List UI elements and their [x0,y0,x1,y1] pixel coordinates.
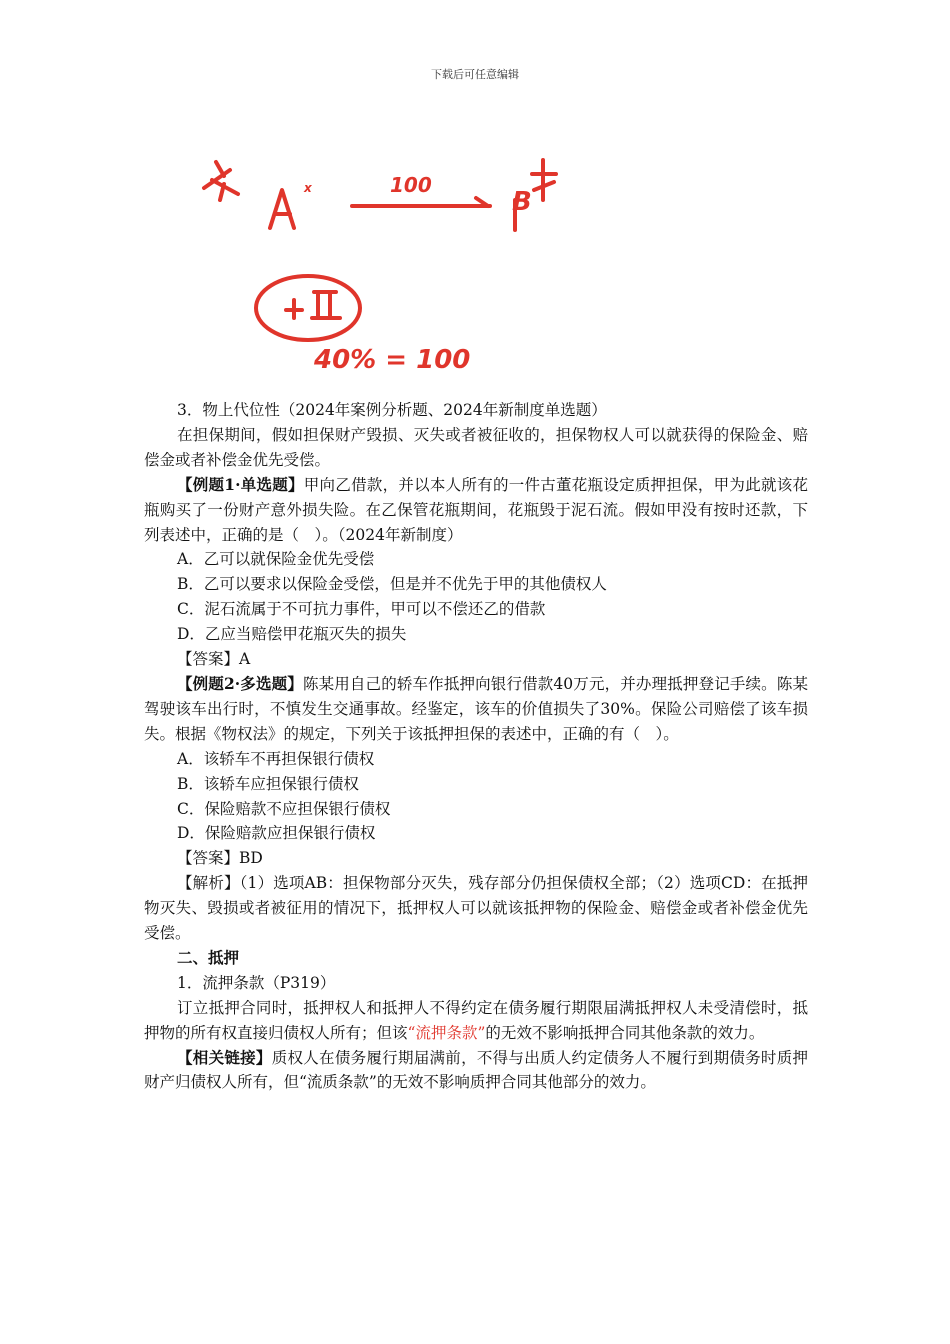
section3-title: 3．物上代位性（2024年案例分析题、2024年新制度单选题） [177,401,607,419]
example1-option-b: B．乙可以要求以保险金受偿，但是并不优先于甲的其他债权人 [177,575,607,594]
example2-option-c: C．保险赔款不应担保银行债权 [177,799,391,818]
sub1-body-after: 的无效不影响抵押合同其他条款的效力。 [485,1023,765,1042]
sub1-body-before: 订立抵押合同时，抵押权人和抵押人不得约定在债务履行期限届满抵押权人未受清偿时，抵押物的所有权直接归债权人所有；但该 [144,998,808,1042]
related-link [144,1046,808,1096]
section-two-sub1-body [144,996,808,1046]
document-body [144,398,808,1095]
example2-analysis [144,871,808,946]
example1-option-d: D．乙应当赔偿甲花瓶灭失的损失 [177,625,407,644]
sketch-amount: 100 [390,173,432,197]
example2-answer: 【答案】BD [177,849,263,868]
example2-question [144,672,808,747]
example1-question [144,473,808,548]
analysis-tag: 【解析】 [177,874,240,893]
example2-option-a: A．该轿车不再担保银行债权 [177,749,375,768]
example2-text: 陈某用自己的轿车作抵押向银行借款40万元，并办理抵押登记手续。陈某驾驶该车出行时，不慎发生交通事故。经鉴定，该车的价值损失了30%。保险公司赔偿了该车损失。根据《物权法》的规定，下列关于该抵押担保的表述中，正确的有（ ）。 [144,674,808,743]
sketch-b: B [512,187,532,217]
example1-answer: 【答案】A [177,650,251,669]
sketch-a-sup: x [304,181,312,195]
related-link-text: 质权人在债务履行期届满前，不得与出质人约定债务人不履行到期债务时质押财产归债权人所有，但“流质条款”的无效不影响质押合同其他部分的效力。 [144,1048,808,1092]
page-header: 下载后可任意编辑 [431,68,519,81]
section-two-sub1-title: 1．流押条款（P319） [177,973,336,992]
example1-text: 甲向乙借款，并以本人所有的一件古董花瓶设定质押担保，甲为此就该花瓶购买了一份财产意外损失险。在乙保管花瓶期间，花瓶毁于泥石流。假如甲没有按时还款，下列表述中，正确的是（ ）。（2024年新制度） [144,475,808,544]
example1-option-a: A．乙可以就保险金优先受偿 [177,550,375,569]
sketch-formula: 40% = 100 [314,345,471,375]
section3-body: 在担保期间，假如担保财产毁损、灭失或者被征收的，担保物权人可以就获得的保险金、赔偿金或者补偿金优先受偿。 [144,425,808,469]
example2-option-d: D．保险赔款应担保银行债权 [177,824,376,843]
example1-tag: 【例题1·单选题】 [177,474,304,494]
handwritten-sketch [190,140,532,385]
sub1-highlight: “流押条款” [407,1023,486,1042]
analysis-text: （1）选项AB：担保物部分灭失，残存部分仍担保债权全部；（2）选项CD：在抵押物灭失、毁损或者被征用的情况下，抵押权人可以就该抵押物的保险金、赔偿金或者补偿金优先受偿。 [144,874,808,943]
related-link-tag: 【相关链接】 [177,1047,272,1067]
section-two-title: 二、抵押 [177,947,240,967]
example1-option-c: C．泥石流属于不可抗力事件，甲可以不偿还乙的借款 [177,600,546,619]
example2-option-b: B．该轿车应担保银行债权 [177,774,359,793]
example2-tag: 【例题2·多选题】 [177,673,303,693]
